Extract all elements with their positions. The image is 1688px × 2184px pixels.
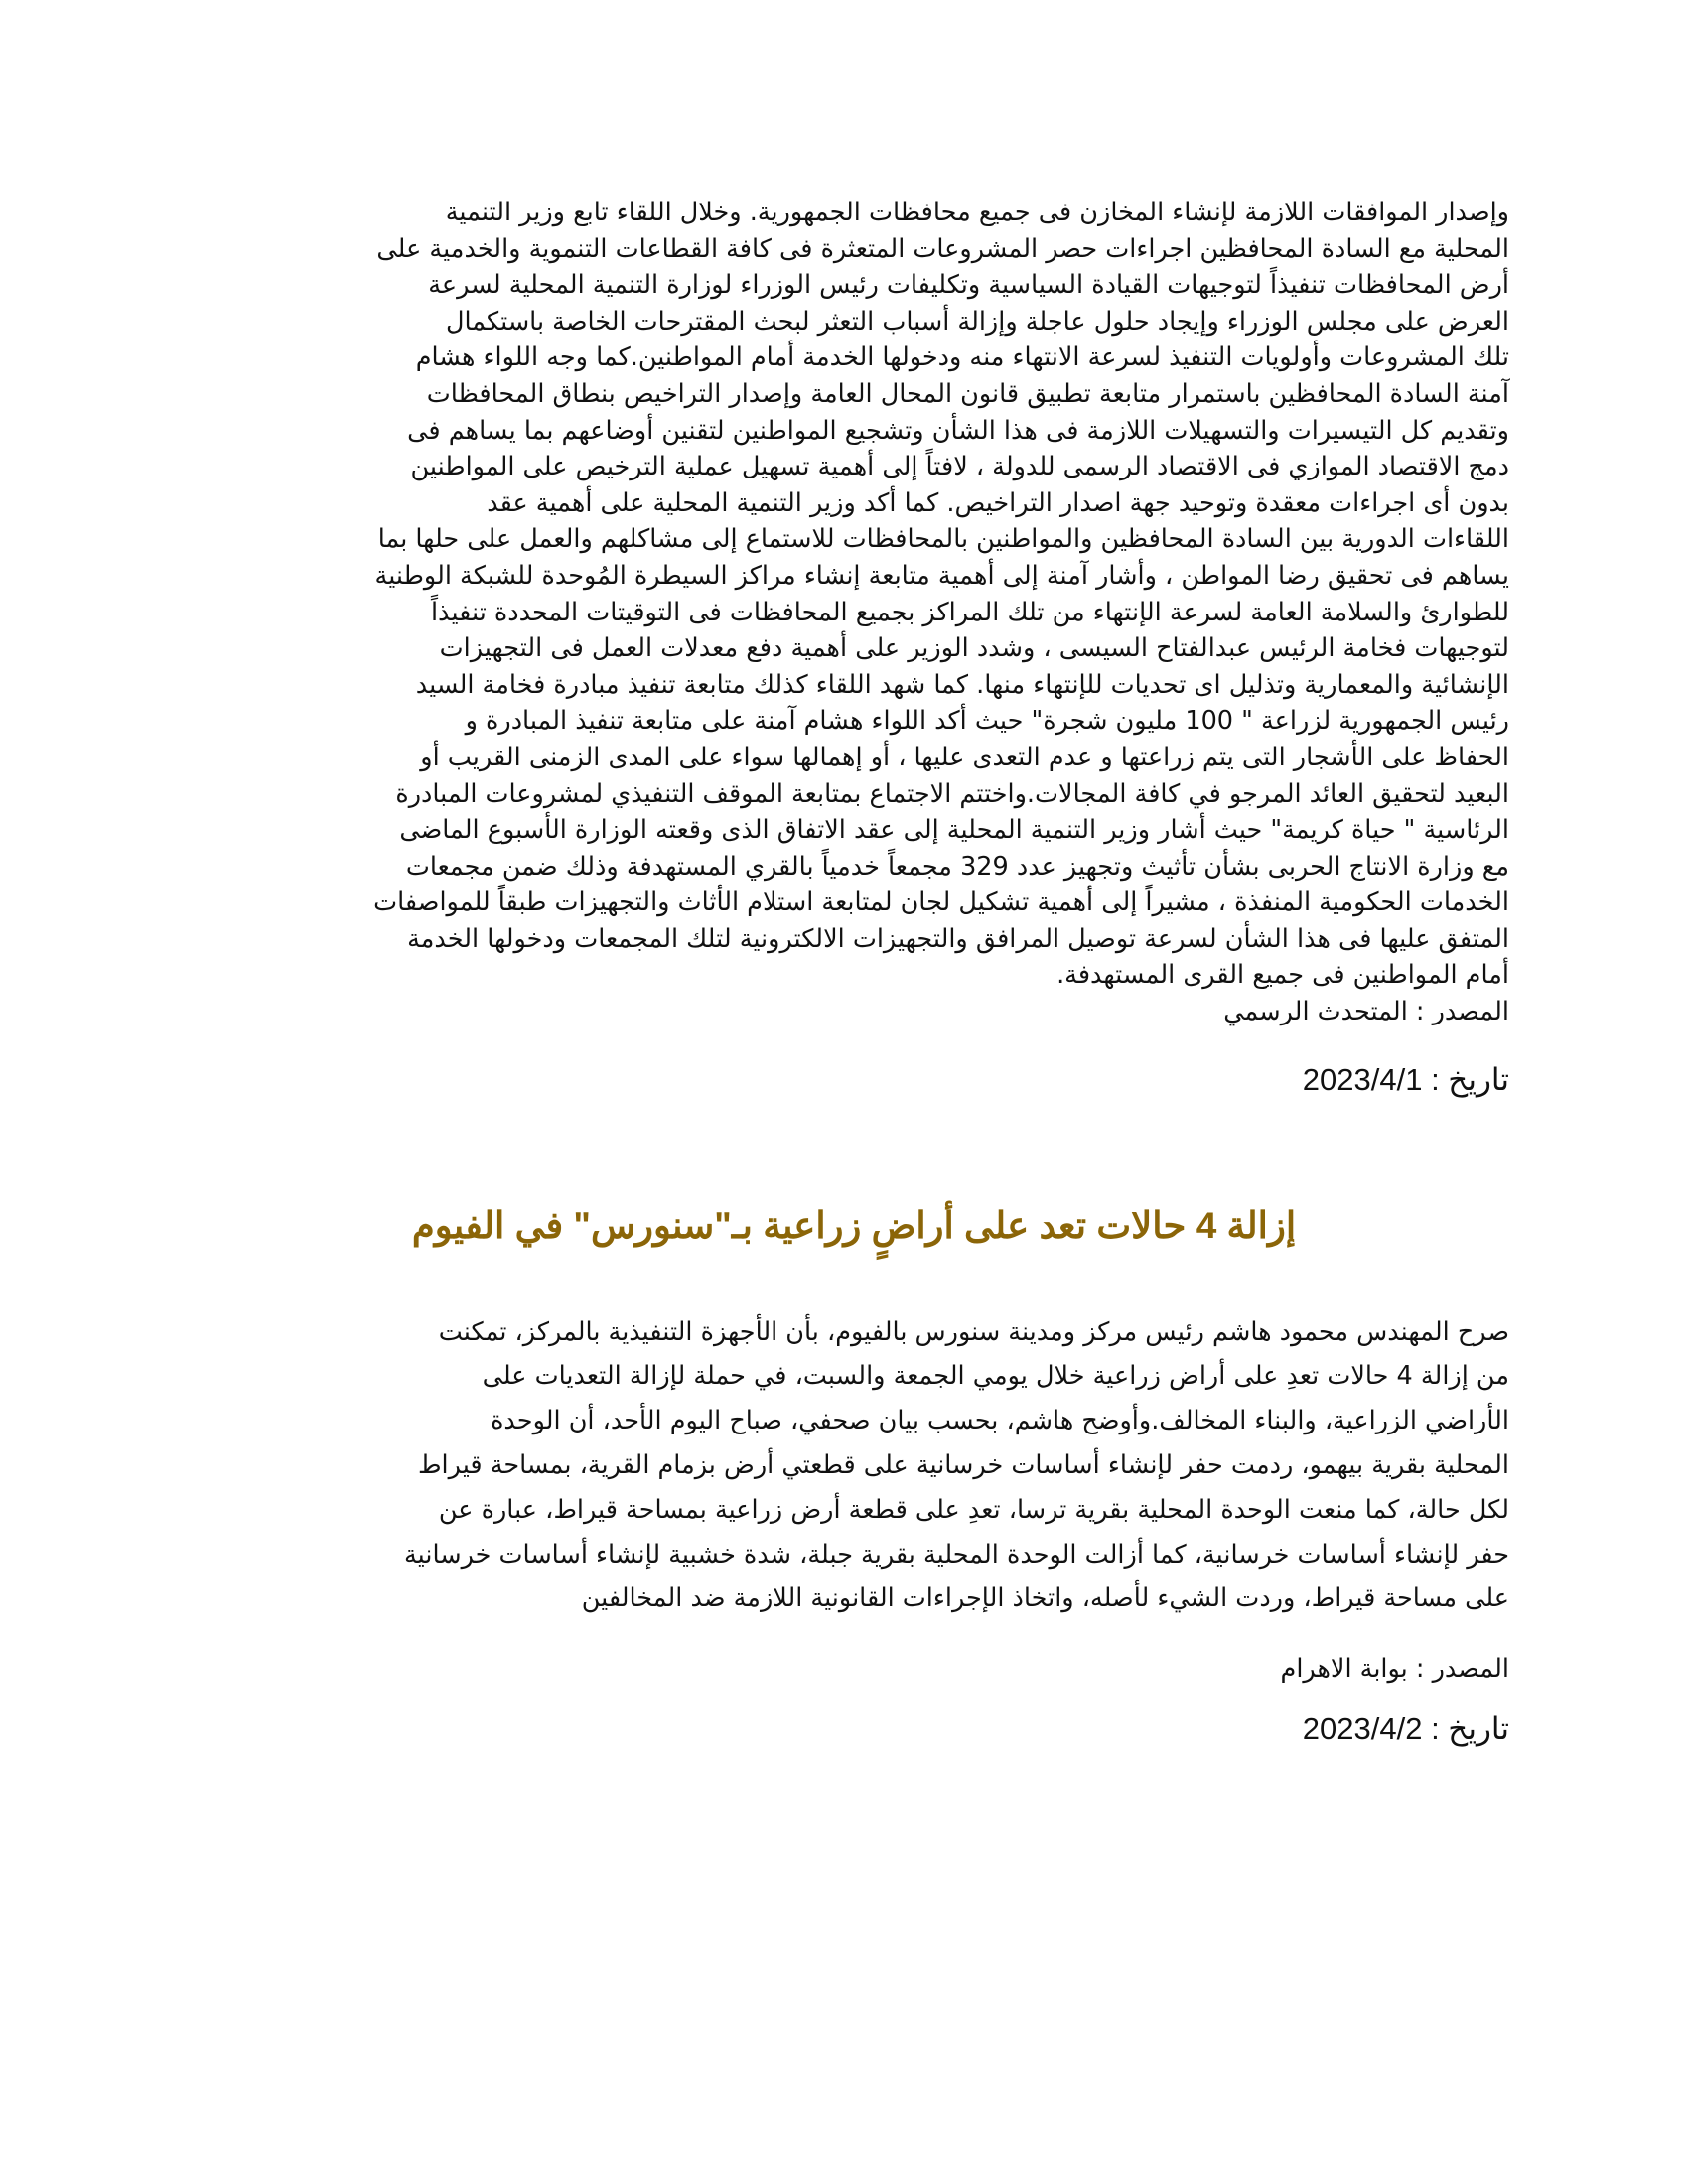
body-line: من إزالة 4 حالات تعدِ على أراض زراعية خلال يومي الجمعة والسبت، في حملة لإزالة التعديات على xyxy=(482,1361,1509,1392)
article-2-date: تاريخ : 2023/4/2 xyxy=(1302,1710,1509,1746)
body-line: البعيد لتحقيق العائد المرجو في كافة المجالات.واختتم الاجتماع بمتابعة الموقف التنفيذي لمشروعات المبادرة xyxy=(395,778,1509,809)
body-line: وإصدار الموافقات اللازمة لإنشاء المخازن فى جميع محافظات الجمهورية. وخلال اللقاء تابع وزير التنمية xyxy=(445,198,1509,227)
body-line: الأراضي الزراعية، والبناء المخالف.وأوضح هاشم، بحسب بيان صحفي، صباح اليوم الأحد، أن الوحدة xyxy=(491,1406,1509,1436)
body-line: العرض على مجلس الوزراء وإيجاد حلول عاجلة وإزالة أسباب التعثر لبحث المقترحات الخاصة باستكمال xyxy=(446,306,1509,337)
article-1-source: المصدر : المتحدث الرسمي xyxy=(1223,997,1509,1027)
body-line: على مساحة قيراط، وردت الشيء لأصله، واتخاذ الإجراءات القانونية اللازمة ضد المخالفين xyxy=(581,1583,1509,1614)
body-line: مع وزارة الانتاج الحربى بشأن تأثيث وتجهيز عدد 329 مجمعاً خدمياً بالقري المستهدفة وذلك ضمن مجمعات xyxy=(405,851,1509,882)
body-line: رئيس الجمهورية لزراعة " 100 مليون شجرة" حيث أكد اللواء هشام آمنة على متابعة تنفيذ المبادرة و xyxy=(465,706,1509,737)
body-line: تلك المشروعات وأولويات التنفيذ لسرعة الانتهاء منه ودخولها الخدمة أمام المواطنين.كما وجه اللواء هشام xyxy=(415,342,1509,373)
article-1-date: تاريخ : 2023/4/1 xyxy=(1302,1061,1509,1097)
body-line: أرض المحافظات تنفيذاً لتوجيهات القيادة السياسية وتكليفات رئيس الوزراء لوزارة التنمية المحلية لسرعة xyxy=(428,270,1509,301)
body-line: أمام المواطنين فى جميع القرى المستهدفة. xyxy=(1056,960,1509,991)
body-line: المتفق عليها فى هذا الشأن لسرعة توصيل المرافق والتجهيزات الالكترونية لتلك المجمعات ودخولها الخدمة xyxy=(407,923,1509,954)
article-2-headline: إزالة 4 حالات تعد على أراضٍ زراعية بـ"سنورس" في الفيوم xyxy=(411,1204,1297,1246)
body-line: للطوارئ والسلامة العامة لسرعة الإنتهاء من تلك المراكز بجميع المحافظات فى التوقيتات المحددة تنفيذاً xyxy=(430,597,1509,627)
body-line: حفر لإنشاء أساسات خرسانية، كما أزالت الوحدة المحلية بقرية جبلة، شدة خشبية لإنشاء أساسات خرسانية xyxy=(404,1539,1509,1570)
body-line: لتوجيهات فخامة الرئيس عبدالفتاح السيسى ، وشدد الوزير على أهمية دفع معدلات العمل فى التجهيزات xyxy=(439,633,1509,664)
body-line: يساهم فى تحقيق رضا المواطن ، وأشار آمنة إلى أهمية متابعة إنشاء مراكز السيطرة المُوحدة للشبكة الوطنية xyxy=(374,560,1509,591)
body-line: الإنشائية والمعمارية وتذليل اى تحديات للإنتهاء منها. كما شهد اللقاء كذلك متابعة تنفيذ مبادرة فخامة السيد xyxy=(415,669,1509,700)
article-1-body xyxy=(199,195,1509,994)
article-2 xyxy=(199,1201,1509,1749)
body-line: صرح المهندس محمود هاشم رئيس مركز ومدينة سنورس بالفيوم، بأن الأجهزة التنفيذية بالمركز، تمكنت xyxy=(438,1316,1509,1347)
body-line: آمنة السادة المحافظين باستمرار متابعة تطبيق قانون المحال العامة وإصدار التراخيص بنطاق المحافظات xyxy=(426,378,1509,409)
body-line: بدون أى اجراءات معقدة وتوحيد جهة اصدار التراخيص. كما أكد وزير التنمية المحلية على أهمية عقد xyxy=(487,487,1509,518)
body-line: اللقاءات الدورية بين السادة المحافظين والمواطنين بالمحافظات للاستماع إلى مشاكلهم والعمل على حلها بما xyxy=(377,524,1509,555)
body-line: الرئاسية " حياة كريمة" حيث أشار وزير التنمية المحلية إلى عقد الاتفاق الذى وقعته الوزارة الأسبوع الماضى xyxy=(399,815,1509,846)
body-line: دمج الاقتصاد الموازي فى الاقتصاد الرسمى للدولة ، لافتاً إلى أهمية تسهيل عملية الترخيص على المواطنين xyxy=(410,452,1509,482)
body-line: الحفاظ على الأشجار التى يتم زراعتها و عدم التعدى عليها ، أو إهمالها سواء على المدى الزمنى القريب أو xyxy=(420,742,1509,772)
article-2-source: المصدر : بوابة الاهرام xyxy=(1280,1654,1509,1685)
body-line: لكل حالة، كما منعت الوحدة المحلية بقرية ترسا، تعدِ على قطعة أرض زراعية بمساحة قيراط، عبارة عن xyxy=(438,1494,1509,1525)
body-line: وتقديم كل التيسيرات والتسهيلات اللازمة فى هذا الشأن وتشجيع المواطنين لتقنين أوضاعهم بما يساهم فى xyxy=(407,415,1509,446)
body-line: المحلية مع السادة المحافظين اجراءات حصر المشروعات المتعثرة فى كافة القطاعات التنموية والخدمية على xyxy=(376,233,1509,264)
body-line: المحلية بقرية بيهمو، ردمت حفر لإنشاء أساسات خرسانية على قطعتي أرض بزمام القرية، بمساحة قيراط xyxy=(417,1450,1509,1481)
article-2-body xyxy=(199,1310,1509,1622)
body-line: الخدمات الحكومية المنفذة ، مشيراً إلى أهمية تشكيل لجان لمتابعة استلام الأثاث والتجهيزات طبقاً للمواصفات xyxy=(373,887,1509,918)
document-page xyxy=(199,195,1509,1749)
article-1 xyxy=(199,195,1509,1100)
